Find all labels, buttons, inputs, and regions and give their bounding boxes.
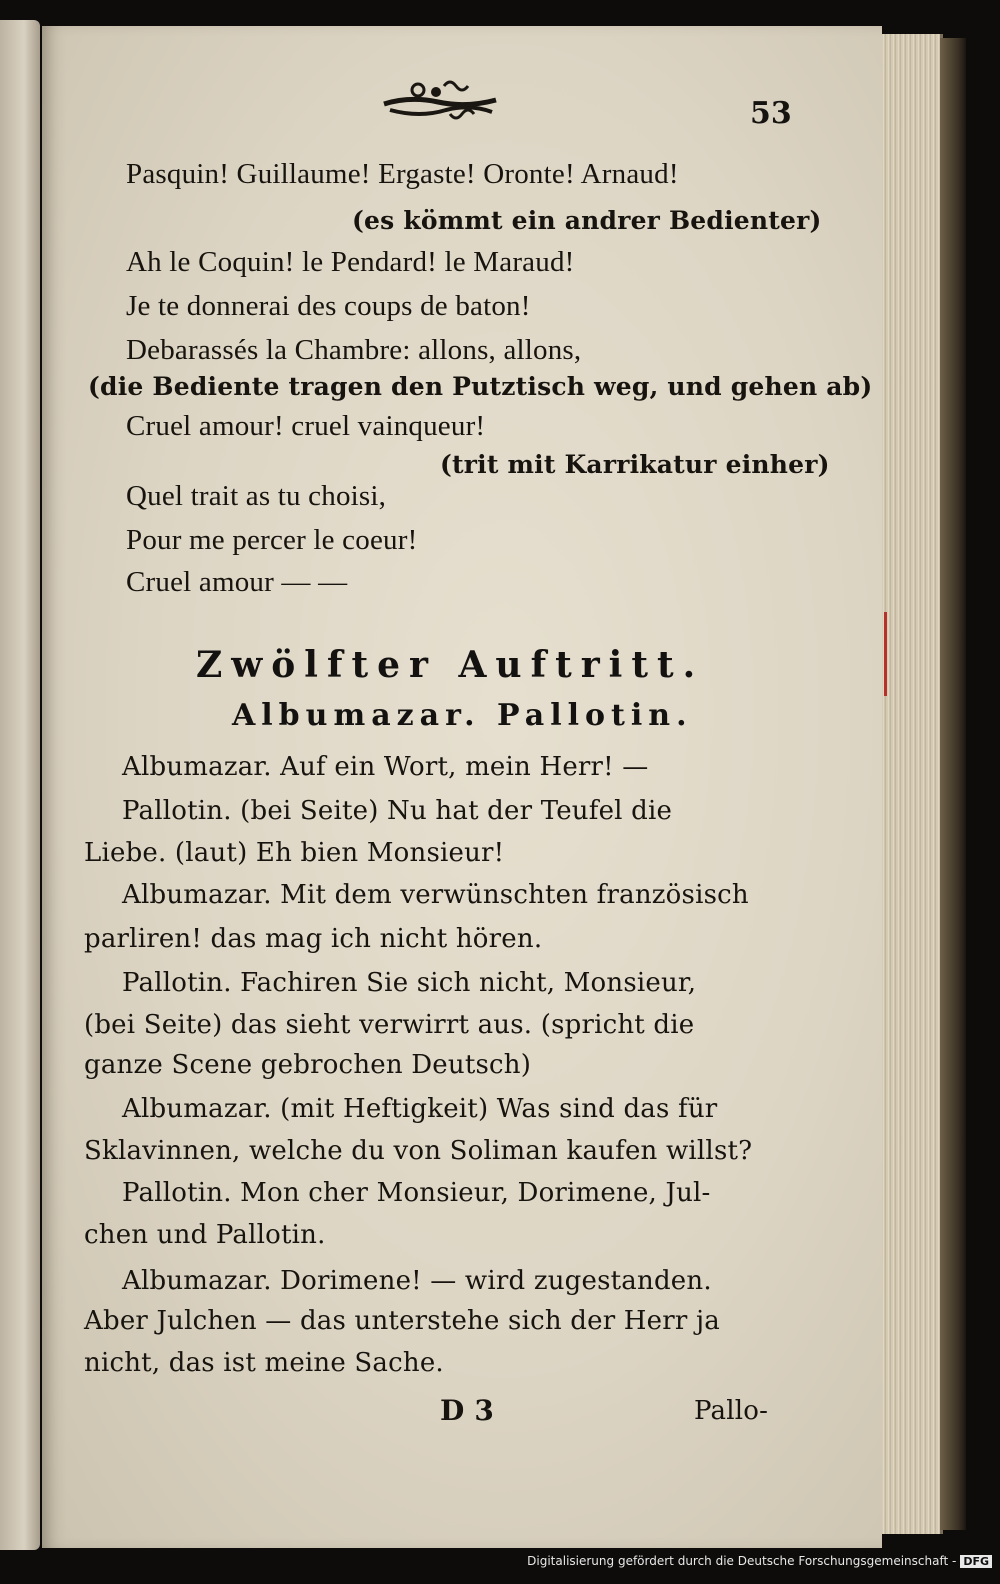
dialogue-line: Pallotin. (bei Seite) Nu hat der Teufel die <box>122 796 673 826</box>
verse-line: Je te donnerai des coups de baton! <box>126 290 531 322</box>
dialogue-line: Pallotin. Mon cher Monsieur, Dorimene, Jul- <box>122 1178 711 1208</box>
stage-direction: (es kömmt ein andrer Bedienter) <box>352 206 822 235</box>
dialogue-line: Albumazar. Auf ein Wort, mein Herr! — <box>122 752 649 782</box>
verse-line: Cruel amour — — <box>126 566 348 598</box>
verse-line: Pasquin! Guillaume! Ergaste! Oronte! Arnaud! <box>126 158 679 190</box>
dialogue-line: Pallotin. Fachiren Sie sich nicht, Monsieur, <box>122 968 697 998</box>
signature-mark: D 3 <box>440 1394 495 1427</box>
scene-heading: Zwölfter Auftritt. <box>196 644 705 686</box>
catchword: Pallo- <box>694 1396 769 1426</box>
left-page-edge <box>0 20 40 1550</box>
ornament-vignette <box>380 74 500 124</box>
dialogue-line: Liebe. (laut) Eh bien Monsieur! <box>84 838 505 868</box>
dialogue-line: ganze Scene gebrochen Deutsch) <box>84 1050 532 1080</box>
dialogue-line: Albumazar. Dorimene! — wird zugestanden. <box>122 1266 712 1296</box>
verse-line: Pour me percer le coeur! <box>126 524 418 556</box>
dialogue-line: nicht, das ist meine Sache. <box>84 1348 444 1378</box>
dialogue-line: chen und Pallotin. <box>84 1220 326 1250</box>
stage-direction: (die Bediente tragen den Putztisch weg, und gehen ab) <box>88 372 873 401</box>
dialogue-line: (bei Seite) das sieht verwirrt aus. (spricht die <box>84 1010 695 1040</box>
dialogue-line: Sklavinnen, welche du von Soliman kaufen willst? <box>84 1136 753 1166</box>
credit-text: Digitalisierung gefördert durch die Deutsche Forschungsgemeinschaft - <box>527 1554 957 1568</box>
dfg-logo: DFG <box>960 1555 992 1568</box>
verse-line: Ah le Coquin! le Pendard! le Maraud! <box>126 246 575 278</box>
verse-line: Cruel amour! cruel vainqueur! <box>126 410 486 442</box>
bookmark-ribbon <box>884 612 887 696</box>
stage-direction: (trit mit Karrikatur einher) <box>440 450 830 479</box>
dialogue-line: Albumazar. (mit Heftigkeit) Was sind das für <box>122 1094 718 1124</box>
book-cover-edge <box>940 38 966 1530</box>
page-block-edges <box>882 34 943 1534</box>
digitization-credit <box>527 1554 992 1568</box>
verse-line: Debarassés la Chambre: allons, allons, <box>126 334 582 366</box>
verse-line: Quel trait as tu choisi, <box>126 480 387 512</box>
page-number: 53 <box>750 96 792 131</box>
scene-characters: Albumazar. Pallotin. <box>232 698 693 733</box>
dialogue-line: Albumazar. Mit dem verwünschten französisch <box>122 880 749 910</box>
dialogue-line: parliren! das mag ich nicht hören. <box>84 924 543 954</box>
dialogue-line: Aber Julchen — das unterstehe sich der Herr ja <box>84 1306 720 1336</box>
